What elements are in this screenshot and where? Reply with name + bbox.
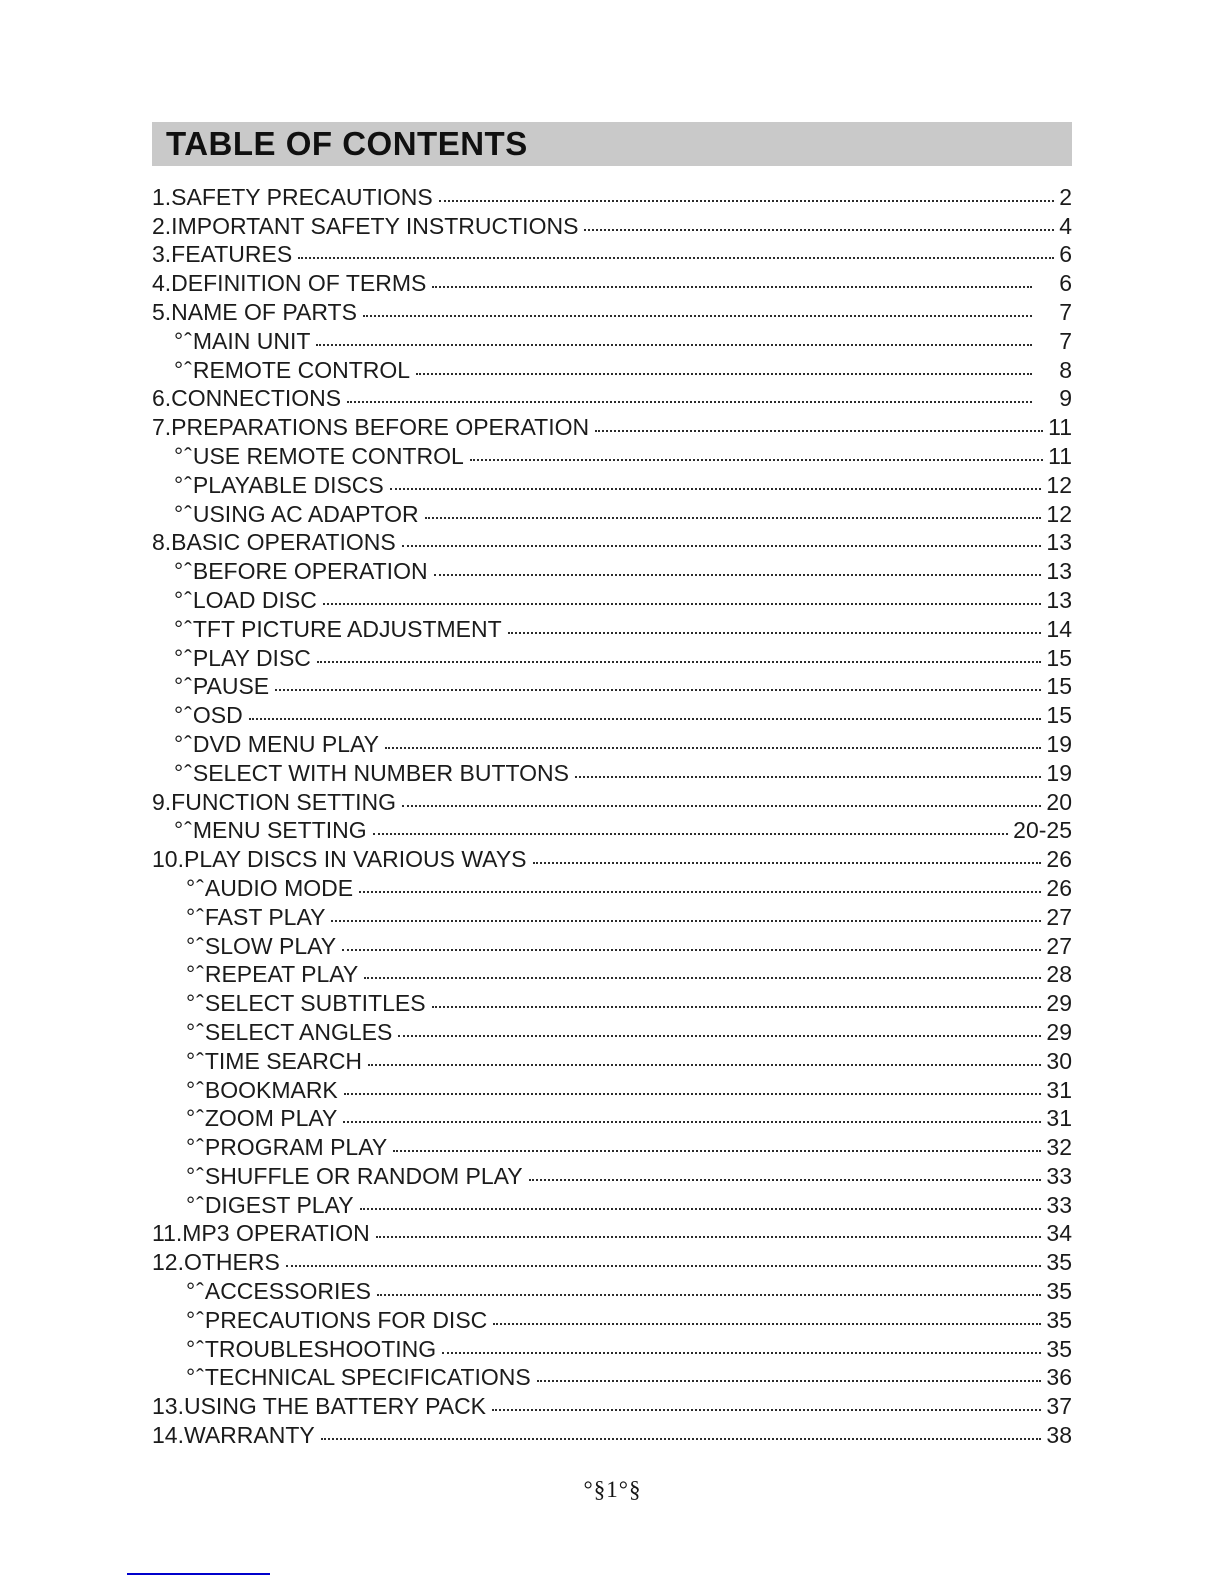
toc-item-label: 12.OTHERS: [152, 1249, 280, 1276]
toc-item-bullet-icon: °ˆ: [186, 1364, 205, 1391]
toc-row: [152, 239, 1072, 268]
dotted-leader: [432, 286, 1032, 288]
toc-row: [152, 210, 1072, 239]
toc-item-label: 9.FUNCTION SETTING: [152, 788, 397, 815]
toc-item-bullet-icon: °ˆ: [174, 500, 193, 527]
dotted-leader: [323, 603, 1042, 605]
toc-row: [152, 699, 1072, 728]
toc-item-label: DIGEST PLAY: [204, 1191, 354, 1218]
toc-item-page-number: 12: [1046, 471, 1072, 498]
toc-item-label: LOAD DISC: [192, 586, 317, 613]
toc-item-bullet-icon: °ˆ: [186, 1335, 205, 1362]
toc-item-page-number: 37: [1046, 1393, 1072, 1420]
toc-item-bullet-icon: °ˆ: [186, 1047, 205, 1074]
toc-row: [152, 555, 1072, 584]
dotted-leader: [344, 1093, 1042, 1095]
toc-item-page-number: 31: [1046, 1105, 1072, 1132]
toc-row: [152, 1045, 1072, 1074]
toc-row: [152, 872, 1072, 901]
toc-item-bullet-icon: °ˆ: [174, 356, 193, 383]
dotted-leader: [595, 430, 1043, 432]
toc-item-bullet-icon: °ˆ: [174, 730, 193, 757]
toc-row: [152, 901, 1072, 930]
toc-item-page-number: 4: [1059, 212, 1072, 239]
dotted-leader: [416, 373, 1032, 375]
toc-item-page-number: 28: [1046, 961, 1072, 988]
dotted-leader: [537, 1380, 1042, 1382]
toc-item-label: OSD: [192, 702, 243, 729]
dotted-leader: [331, 920, 1041, 922]
toc-item-bullet-icon: °ˆ: [186, 1018, 205, 1045]
toc-row: [152, 1160, 1072, 1189]
dotted-leader: [584, 229, 1054, 231]
toc-item-bullet-icon: °ˆ: [174, 615, 193, 642]
toc-item-label: USING AC ADAPTOR: [192, 500, 419, 527]
toc-row: [152, 1304, 1072, 1333]
toc-item-page-number: 6: [1059, 270, 1072, 297]
dotted-leader: [376, 1236, 1042, 1238]
toc-item-label: TIME SEARCH: [204, 1047, 363, 1074]
toc-item-label: SELECT ANGLES: [204, 1018, 393, 1045]
toc-row: [152, 1189, 1072, 1218]
toc-item-page-number: 20: [1046, 788, 1072, 815]
toc-item-page-number: 2: [1059, 183, 1072, 210]
toc-item-page-number: 27: [1046, 903, 1072, 930]
toc-item-label: 8.BASIC OPERATIONS: [152, 529, 396, 556]
toc-item-label: TECHNICAL SPECIFICATIONS: [204, 1364, 531, 1391]
toc-item-page-number: 33: [1046, 1191, 1072, 1218]
toc-item-bullet-icon: °ˆ: [186, 961, 205, 988]
toc-item-label: TFT PICTURE ADJUSTMENT: [192, 615, 502, 642]
toc-item-label: REPEAT PLAY: [204, 961, 359, 988]
toc-row: [152, 1016, 1072, 1045]
toc-item-page-number: 19: [1046, 759, 1072, 786]
toc-row: [152, 930, 1072, 959]
toc-item-label: 2.IMPORTANT SAFETY INSTRUCTIONS: [152, 212, 579, 239]
toc-item-page-number: 38: [1046, 1422, 1072, 1449]
dotted-leader: [364, 977, 1041, 979]
toc-item-label: 11.MP3 OPERATION: [152, 1220, 370, 1247]
toc-item-page-number: 35: [1046, 1335, 1072, 1362]
dotted-leader: [377, 1294, 1041, 1296]
toc-item-label: ZOOM PLAY: [204, 1105, 338, 1132]
toc-row: [152, 642, 1072, 671]
toc-item-label: DVD MENU PLAY: [192, 730, 380, 757]
toc-item-bullet-icon: °ˆ: [186, 932, 205, 959]
toc-item-page-number: 27: [1046, 932, 1072, 959]
toc-item-label: TROUBLESHOOTING: [204, 1335, 437, 1362]
dotted-leader: [393, 1150, 1041, 1152]
toc-item-label: 10.PLAY DISCS IN VARIOUS WAYS: [152, 846, 527, 873]
toc-row: [152, 671, 1072, 700]
dotted-leader: [321, 1438, 1042, 1440]
toc-item-label: PAUSE: [192, 673, 270, 700]
toc-row: [152, 1275, 1072, 1304]
toc-item-bullet-icon: °ˆ: [174, 327, 193, 354]
toc-item-label: SELECT WITH NUMBER BUTTONS: [192, 759, 569, 786]
footer-underline: [127, 1573, 270, 1575]
toc-row: [152, 613, 1072, 642]
toc-row: [152, 1419, 1072, 1448]
toc-row: [152, 987, 1072, 1016]
toc-item-label: 14.WARRANTY: [152, 1422, 315, 1449]
toc-item-page-number: 29: [1046, 1018, 1072, 1045]
toc-item-page-number: 15: [1046, 673, 1072, 700]
toc-item-bullet-icon: °ˆ: [186, 990, 205, 1017]
toc-item-label: PLAYABLE DISCS: [192, 471, 384, 498]
dotted-leader: [432, 1006, 1042, 1008]
toc-item-page-number: 35: [1046, 1249, 1072, 1276]
toc-item-page-number: 14: [1046, 615, 1072, 642]
toc-row: [152, 411, 1072, 440]
dotted-leader: [402, 545, 1042, 547]
dotted-leader: [439, 200, 1054, 202]
dotted-leader: [575, 776, 1041, 778]
dotted-leader: [249, 718, 1042, 720]
dotted-leader: [342, 949, 1041, 951]
toc-row: [152, 296, 1072, 325]
toc-item-label: 7.PREPARATIONS BEFORE OPERATION: [152, 414, 590, 441]
toc-row: [152, 1074, 1072, 1103]
toc-item-page-number: 6: [1059, 241, 1072, 268]
toc-item-page-number: 32: [1046, 1134, 1072, 1161]
dotted-leader: [359, 891, 1041, 893]
dotted-leader: [343, 1121, 1041, 1123]
toc-item-label: REMOTE CONTROL: [192, 356, 411, 383]
toc-item-page-number: 8: [1059, 356, 1072, 383]
dotted-leader: [347, 401, 1032, 403]
dotted-leader: [317, 661, 1042, 663]
toc-item-label: 6.CONNECTIONS: [152, 385, 342, 412]
toc-row: [152, 469, 1072, 498]
dotted-leader: [363, 315, 1032, 317]
toc-item-page-number: 7: [1059, 327, 1072, 354]
toc-item-page-number: 13: [1046, 558, 1072, 585]
toc-row: [152, 728, 1072, 757]
toc-item-page-number: 26: [1046, 874, 1072, 901]
toc-item-bullet-icon: °ˆ: [174, 759, 193, 786]
toc-item-bullet-icon: °ˆ: [186, 1105, 205, 1132]
toc-item-page-number: 7: [1059, 298, 1072, 325]
toc-item-bullet-icon: °ˆ: [186, 1076, 205, 1103]
toc-item-bullet-icon: °ˆ: [186, 903, 205, 930]
toc-row: [152, 440, 1072, 469]
toc-item-page-number: 11: [1048, 442, 1072, 469]
dotted-leader: [492, 1409, 1041, 1411]
toc-list: [152, 181, 1072, 1448]
toc-row: [152, 267, 1072, 296]
toc-item-label: BEFORE OPERATION: [192, 558, 428, 585]
dotted-leader: [385, 747, 1041, 749]
toc-item-page-number: 29: [1046, 990, 1072, 1017]
toc-item-bullet-icon: °ˆ: [174, 673, 193, 700]
toc-row: [152, 584, 1072, 613]
dotted-leader: [368, 1064, 1041, 1066]
toc-item-label: 13.USING THE BATTERY PACK: [152, 1393, 487, 1420]
dotted-leader: [286, 1265, 1042, 1267]
toc-item-label: SELECT SUBTITLES: [204, 990, 426, 1017]
toc-row: [152, 1362, 1072, 1391]
toc-item-page-number: 13: [1046, 586, 1072, 613]
toc-item-label: SHUFFLE OR RANDOM PLAY: [204, 1162, 523, 1189]
toc-row: [152, 786, 1072, 815]
toc-item-bullet-icon: °ˆ: [174, 644, 193, 671]
dotted-leader: [434, 574, 1042, 576]
dotted-leader: [442, 1352, 1041, 1354]
dotted-leader: [402, 805, 1041, 807]
dotted-leader: [508, 632, 1042, 634]
toc-item-bullet-icon: °ˆ: [186, 874, 205, 901]
toc-item-label: MENU SETTING: [192, 817, 367, 844]
toc-row: [152, 181, 1072, 210]
toc-row: [152, 815, 1072, 844]
toc-row: [152, 959, 1072, 988]
toc-item-bullet-icon: °ˆ: [174, 702, 193, 729]
toc-item-bullet-icon: °ˆ: [186, 1278, 205, 1305]
toc-row: [152, 843, 1072, 872]
toc-row: [152, 1103, 1072, 1132]
toc-item-label: AUDIO MODE: [204, 874, 354, 901]
toc-item-label: PLAY DISC: [192, 644, 311, 671]
toc-row: [152, 757, 1072, 786]
toc-item-page-number: 9: [1059, 385, 1072, 412]
toc-item-bullet-icon: °ˆ: [186, 1162, 205, 1189]
toc-item-label: 4.DEFINITION OF TERMS: [152, 270, 427, 297]
dotted-leader: [373, 833, 1009, 835]
toc-item-label: FAST PLAY: [204, 903, 326, 930]
toc-item-page-number: 12: [1046, 500, 1072, 527]
toc-item-page-number: 30: [1046, 1047, 1072, 1074]
toc-item-label: SLOW PLAY: [204, 932, 337, 959]
toc-item-page-number: 13: [1046, 529, 1072, 556]
toc-item-page-number: 19: [1046, 730, 1072, 757]
toc-item-bullet-icon: °ˆ: [174, 558, 193, 585]
toc-row: [152, 325, 1072, 354]
toc-item-page-number: 11: [1048, 414, 1072, 441]
dotted-leader: [316, 344, 1032, 346]
toc-item-bullet-icon: °ˆ: [174, 471, 193, 498]
dotted-leader: [298, 257, 1054, 259]
toc-item-page-number: 31: [1046, 1076, 1072, 1103]
toc-row: [152, 527, 1072, 556]
toc-row: [152, 1333, 1072, 1362]
toc-row: [152, 1131, 1072, 1160]
toc-row: [152, 383, 1072, 412]
page-title-bar: [152, 122, 1072, 166]
toc-item-label: PROGRAM PLAY: [204, 1134, 388, 1161]
toc-item-label: 1.SAFETY PRECAUTIONS: [152, 183, 433, 210]
toc-item-page-number: 15: [1046, 702, 1072, 729]
toc-item-page-number: 34: [1046, 1220, 1072, 1247]
page-footer: °§1°§: [583, 1477, 642, 1502]
toc-item-page-number: 35: [1046, 1306, 1072, 1333]
page-title: TABLE OF CONTENTS: [166, 125, 528, 162]
toc-row: [152, 1218, 1072, 1247]
toc-item-label: ACCESSORIES: [204, 1278, 372, 1305]
toc-row: [152, 1390, 1072, 1419]
toc-item-bullet-icon: °ˆ: [186, 1306, 205, 1333]
dotted-leader: [493, 1323, 1041, 1325]
toc-item-bullet-icon: °ˆ: [174, 442, 193, 469]
toc-item-page-number: 35: [1046, 1278, 1072, 1305]
toc-row: [152, 1246, 1072, 1275]
toc-item-page-number: 20-25: [1013, 817, 1072, 844]
dotted-leader: [470, 459, 1043, 461]
dotted-leader: [425, 517, 1042, 519]
dotted-leader: [390, 488, 1042, 490]
toc-item-bullet-icon: °ˆ: [174, 586, 193, 613]
toc-item-page-number: 33: [1046, 1162, 1072, 1189]
toc-item-label: 3.FEATURES: [152, 241, 293, 268]
toc-item-label: PRECAUTIONS FOR DISC: [204, 1306, 488, 1333]
toc-item-label: BOOKMARK: [204, 1076, 338, 1103]
toc-item-bullet-icon: °ˆ: [186, 1134, 205, 1161]
toc-item-page-number: 15: [1046, 644, 1072, 671]
dotted-leader: [533, 862, 1042, 864]
toc-item-page-number: 36: [1046, 1364, 1072, 1391]
toc-item-bullet-icon: °ˆ: [174, 817, 193, 844]
toc-item-label: 5.NAME OF PARTS: [152, 298, 357, 325]
dotted-leader: [360, 1208, 1042, 1210]
toc-item-label: USE REMOTE CONTROL: [192, 442, 464, 469]
toc-item-bullet-icon: °ˆ: [186, 1191, 205, 1218]
toc-item-page-number: 26: [1046, 846, 1072, 873]
toc-row: [152, 354, 1072, 383]
toc-row: [152, 498, 1072, 527]
dotted-leader: [529, 1179, 1042, 1181]
dotted-leader: [275, 689, 1041, 691]
dotted-leader: [398, 1035, 1041, 1037]
toc-item-label: MAIN UNIT: [192, 327, 311, 354]
